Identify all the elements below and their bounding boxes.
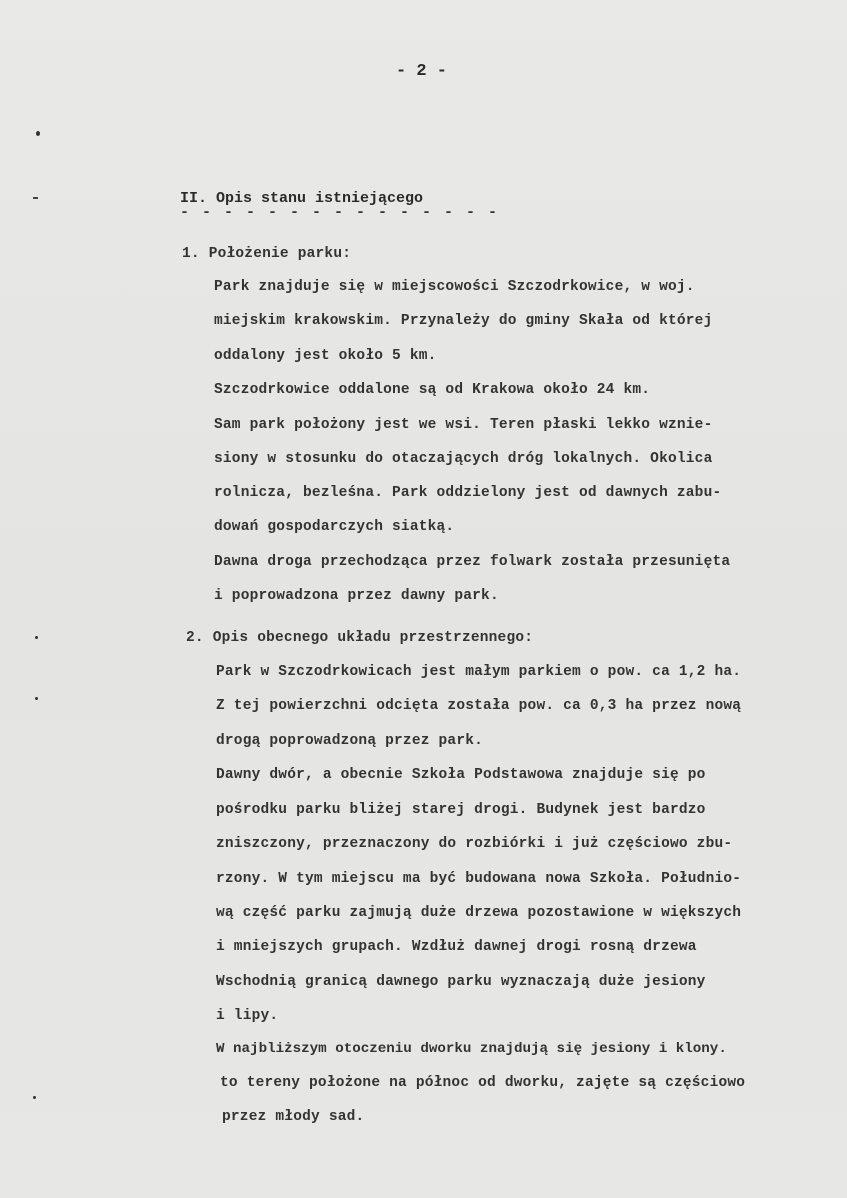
text-line: Park w Szczodrkowicach jest małym parkiem o pow. ca 1,2 ha. — [216, 664, 742, 680]
text-line: oddalony jest około 5 km. — [214, 348, 437, 364]
text-line: Park znajduje się w miejscowości Szczodrkowice, w woj. — [214, 279, 695, 295]
text-line: rolnicza, bezleśna. Park oddzielony jest od dawnych zabu- — [214, 485, 722, 501]
text-line: Z tej powierzchni odcięta została pow. ca 0,3 ha przez nową — [216, 698, 742, 714]
text-line: drogą poprowadzoną przez park. — [216, 733, 484, 749]
text-line: i poprowadzona przez dawny park. — [214, 588, 499, 604]
text-line: i lipy. — [216, 1008, 279, 1024]
text-line: Sam park położony jest we wsi. Teren płaski lekko wznie- — [214, 417, 713, 433]
text-line: siony w stosunku do otaczających dróg lokalnych. Okolica — [214, 451, 713, 467]
text-line: i mniejszych grupach. Wzdłuż dawnej drogi rosną drzewa — [216, 939, 697, 955]
text-line: zniszczony, przeznaczony do rozbiórki i już częściowo zbu- — [216, 836, 733, 852]
text-line: Wschodnią granicą dawnego parku wyznaczają duże jesiony — [216, 974, 706, 990]
section-heading: II. Opis stanu istniejącego — [180, 190, 424, 207]
margin-dot — [33, 1096, 36, 1099]
text-line: W najbliższym otoczeniu dworku znajdują się jesiony i klony. — [216, 1041, 727, 1057]
text-line: rzony. W tym miejscu ma być budowana nowa Szkoła. Południo- — [216, 871, 742, 887]
text-line: dowań gospodarczych siatką. — [214, 519, 455, 535]
subsection-title: 1. Położenie parku: — [182, 246, 352, 262]
page-number: - 2 - — [396, 62, 448, 81]
margin-tick — [33, 197, 38, 199]
margin-dot — [36, 131, 40, 136]
subsection-title: 2. Opis obecnego układu przestrzennego: — [186, 630, 534, 646]
text-line: miejskim krakowskim. Przynależy do gminy Skała od której — [214, 313, 713, 329]
text-line: to tereny położone na północ od dworku, zajęte są częściowo — [220, 1075, 746, 1091]
text-line: Dawny dwór, a obecnie Szkoła Podstawowa znajduje się po — [216, 767, 706, 783]
text-line: wą część parku zajmują duże drzewa pozostawione w większych — [216, 905, 742, 921]
text-line: pośrodku parku bliżej starej drogi. Budynek jest bardzo — [216, 802, 706, 818]
text-line: przez młody sad. — [222, 1109, 365, 1125]
text-line: Dawna droga przechodząca przez folwark została przesunięta — [214, 554, 731, 570]
text-line: Szczodrkowice oddalone są od Krakowa około 24 km. — [214, 382, 651, 398]
heading-underline: - - - - - - - - - - - - - - - — [180, 204, 500, 221]
margin-dot — [35, 636, 38, 639]
margin-dot — [35, 697, 38, 700]
